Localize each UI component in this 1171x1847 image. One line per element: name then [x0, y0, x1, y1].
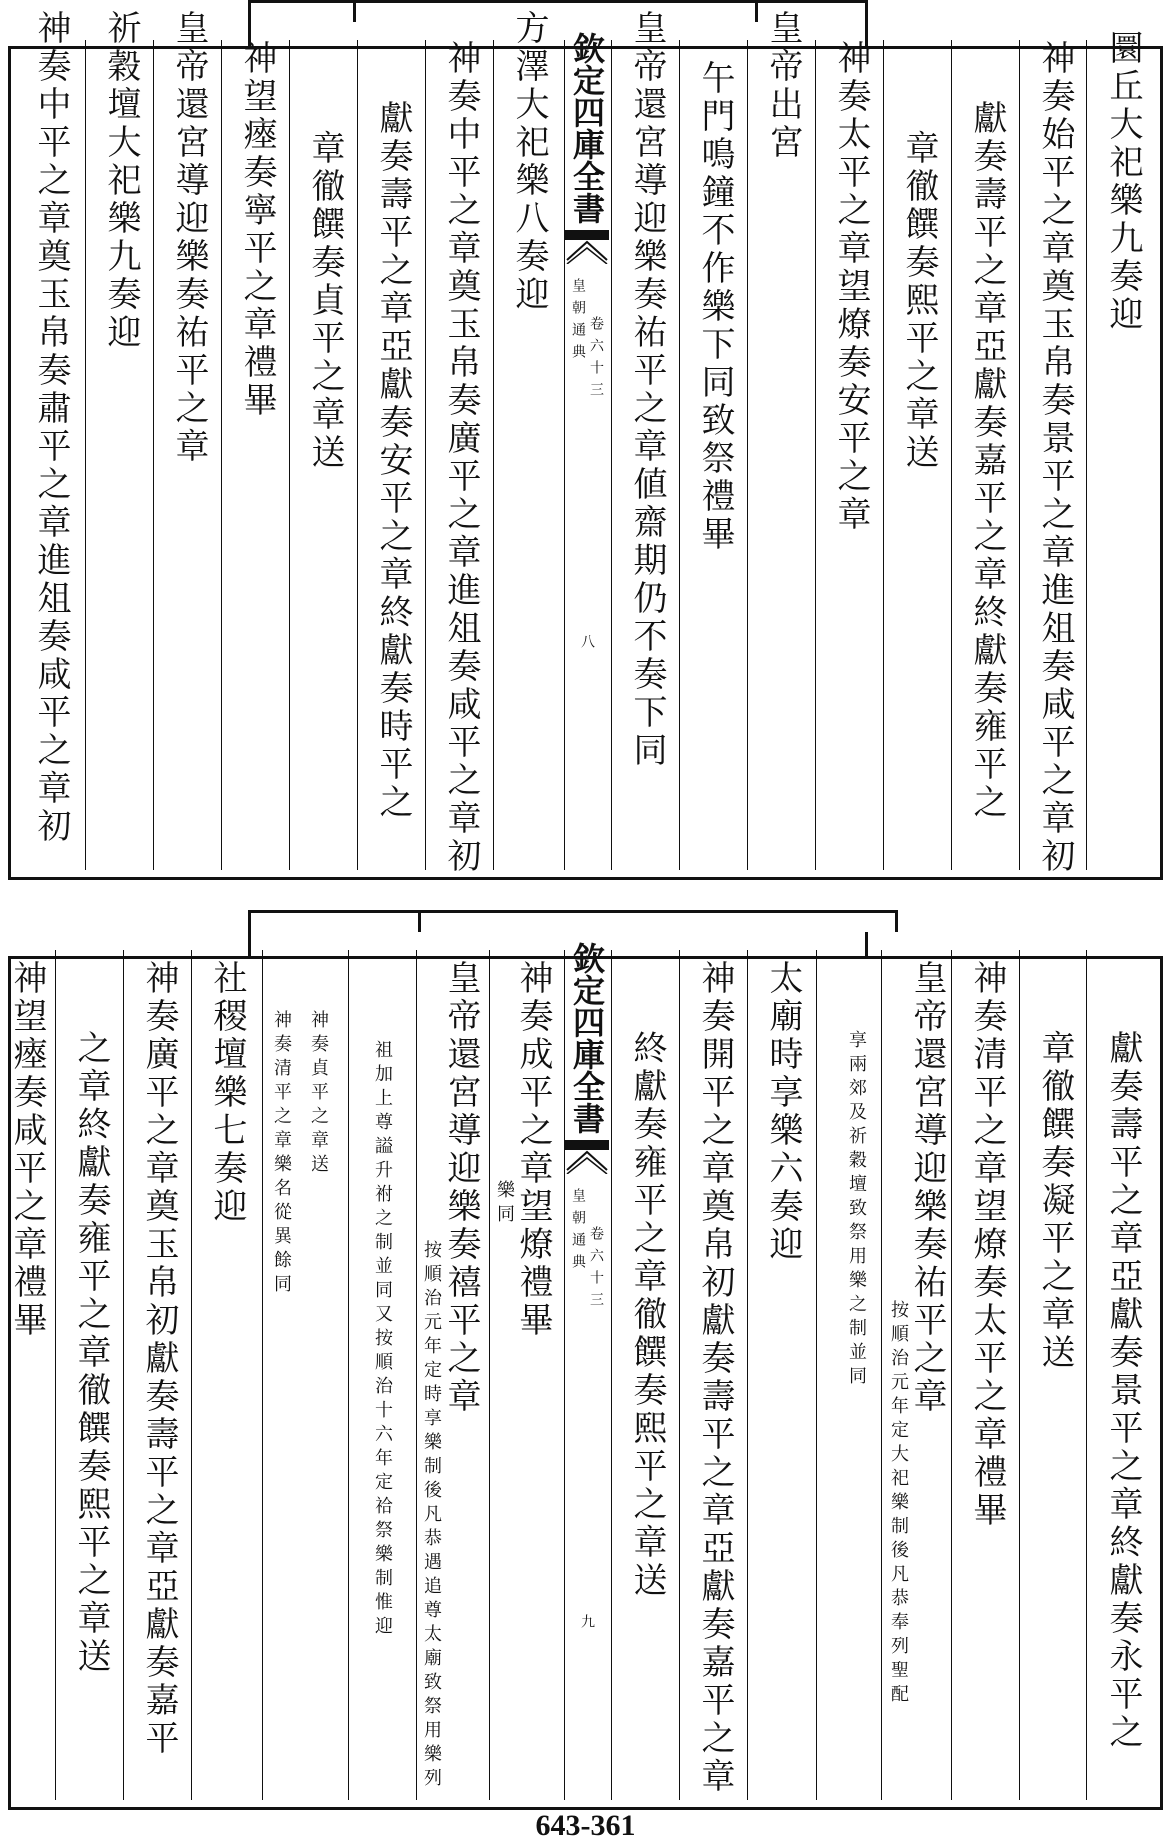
bot-col-l7: 之章終獻奏雍平之章徹饌奏熙平之章送: [71, 1030, 111, 1676]
bot-col-r4: 皇帝還宮導迎樂奏祐平之章: [907, 960, 947, 1416]
column-rule: [564, 950, 565, 1800]
page-footer-number: 643-361: [535, 1809, 636, 1842]
column-rule: [416, 950, 417, 1800]
bot-col-l6: 神奏廣平之章奠玉帛初獻奏壽平之章亞獻奏嘉平: [139, 960, 179, 1758]
bot-col-l4-note: 神奏貞平之章送: [308, 1010, 329, 1178]
column-rule: [1086, 40, 1087, 870]
column-rule: [1086, 950, 1087, 1800]
column-rule: [883, 40, 884, 870]
column-rule: [221, 40, 222, 870]
column-rule: [815, 40, 816, 870]
top-center-title: 欽定四庫全書: [568, 32, 606, 224]
column-rule: [489, 950, 490, 1800]
column-rule: [153, 40, 154, 870]
bot-col-l3-note: 祖加上尊謚升祔之制並同又按順治十六年定祫祭樂制惟迎: [372, 1040, 393, 1640]
top-center-book: 皇朝通典: [570, 278, 586, 366]
column-rule: [191, 950, 192, 1800]
fish-tail-ornament-icon: [565, 230, 609, 264]
top-col-r2: 神奏始平之章奠玉帛奏景平之章進俎奏咸平之章初: [1035, 40, 1075, 876]
top-col-r3: 獻奏壽平之章亞獻奏嘉平之章終獻奏雍平之: [967, 100, 1007, 822]
top-col-r1: 圜丘大祀樂九奏迎: [1103, 30, 1143, 334]
top-center-volume: 卷六十三: [588, 316, 604, 404]
bot-col-r5-note: 享兩郊及祈穀壇致祭用樂之制並同: [846, 1030, 867, 1390]
bot-col-l5: 社稷壇樂七奏迎: [207, 960, 247, 1226]
top-col-l6: 皇帝還宮導迎樂奏祐平之章: [169, 10, 209, 466]
top-col-r5: 神奏太平之章望燎奏安平之章: [831, 40, 871, 534]
bot-col-r1: 獻奏壽平之章亞獻奏景平之章終獻奏永平之: [1103, 1030, 1143, 1752]
fish-tail-ornament-icon: [565, 1140, 609, 1174]
column-rule: [85, 40, 86, 870]
bottom-page: [8, 910, 1163, 1810]
column-rule: [564, 40, 565, 870]
bottom-center-volume: 卷六十三: [588, 1226, 604, 1314]
bottom-inner-frame: [7, 942, 1155, 1800]
column-rule: [493, 40, 494, 870]
bottom-center-book: 皇朝通典: [570, 1188, 586, 1276]
column-rule: [425, 40, 426, 870]
top-col-l2: 神奏中平之章奠玉帛奏廣平之章進俎奏咸平之章初: [441, 40, 481, 876]
bottom-tab-step-center: [418, 910, 898, 932]
top-col-r6: 皇帝出宮: [763, 10, 803, 162]
top-center-band: [564, 32, 610, 870]
column-rule: [1019, 40, 1020, 870]
column-rule: [951, 40, 952, 870]
column-rule: [881, 950, 882, 1800]
top-page-number: 八: [579, 634, 595, 656]
bot-col-r8: 終獻奏雍平之章徹饌奏熙平之章送: [627, 1030, 667, 1600]
bot-col-r2: 章徹饌奏凝平之章送: [1035, 1030, 1075, 1372]
column-rule: [611, 40, 612, 870]
bot-col-l4b-note: 神奏清平之章樂名從異餘同: [271, 1010, 292, 1298]
column-rule: [123, 950, 124, 1800]
top-col-l8: 神奏中平之章奠玉帛奏肅平之章進俎奏咸平之章初: [31, 10, 71, 846]
top-col-l5: 神望瘞奏寧平之章禮畢: [237, 40, 277, 420]
bottom-page-number: 九: [579, 1614, 595, 1636]
top-col-r7: 午門鳴鐘不作樂下同致祭禮畢: [695, 60, 735, 554]
column-rule: [747, 950, 748, 1800]
bottom-center-band: [564, 942, 610, 1800]
column-rule: [1019, 950, 1020, 1800]
column-rule: [289, 40, 290, 870]
top-col-l3: 獻奏壽平之章亞獻奏安平之章終獻奏時平之: [373, 100, 413, 822]
column-rule: [611, 950, 612, 1800]
bot-col-r4-note: 按順治元年定大祀樂制後凡恭奉列聖配: [888, 1300, 909, 1708]
column-rule: [357, 40, 358, 870]
top-col-r4: 章徹饌奏熙平之章送: [899, 130, 939, 472]
column-rule: [679, 40, 680, 870]
bot-col-l1-note: 樂同: [494, 1180, 515, 1228]
bot-col-r6: 太廟時享樂六奏迎: [763, 960, 803, 1264]
top-col-l4: 章徹饌奏貞平之章送: [305, 130, 345, 472]
bot-col-l2-note: 按順治元年定時享樂制後凡恭遇追尊太廟致祭用樂列: [421, 1240, 442, 1792]
bot-col-r3: 神奏清平之章望燎奏太平之章禮畢: [967, 960, 1007, 1530]
bot-col-l8: 神望瘞奏咸平之章禮畢: [7, 960, 47, 1340]
bot-col-l2: 皇帝還宮導迎樂奏禧平之章: [441, 960, 481, 1416]
top-inner-frame: [16, 10, 1155, 876]
top-col-r8: 皇帝還宮導迎樂奏祐平之章値齋期仍不奏下同: [627, 10, 667, 770]
bot-col-l1: 神奏成平之章望燎禮畢: [513, 960, 553, 1340]
top-page: [8, 0, 1163, 880]
bottom-center-title: 欽定四庫全書: [568, 942, 606, 1134]
top-col-l1: 方澤大祀樂八奏迎: [509, 10, 549, 314]
bot-col-r7: 神奏開平之章奠帛初獻奏壽平之章亞獻奏嘉平之章: [695, 960, 735, 1796]
column-rule: [816, 950, 817, 1800]
column-rule: [747, 40, 748, 870]
column-rule: [262, 950, 263, 1800]
column-rule: [348, 950, 349, 1800]
top-col-l7: 祈穀壇大祀樂九奏迎: [101, 10, 141, 352]
column-rule: [679, 950, 680, 1800]
